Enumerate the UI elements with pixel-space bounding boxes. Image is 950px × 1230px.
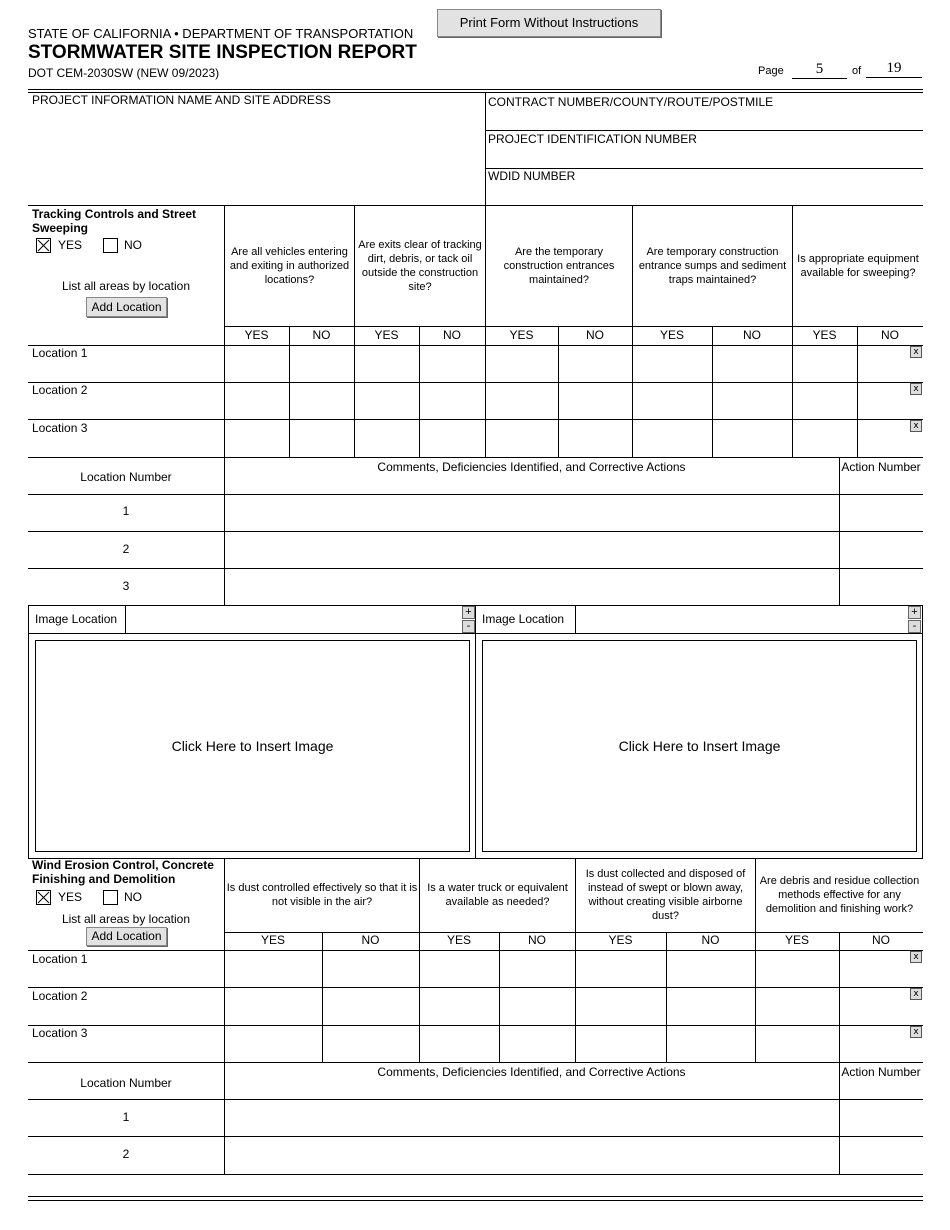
tracking-q3-yes-header: YES	[509, 328, 534, 342]
wind-comment-row-2-number: 2	[122, 1147, 130, 1161]
wind-q3-no-header: NO	[701, 933, 720, 947]
form-title: STORMWATER SITE INSPECTION REPORT	[28, 42, 417, 63]
tracking-q1-yes-header: YES	[244, 328, 269, 342]
left-image-expand-button[interactable]: +	[462, 606, 475, 619]
tracking-q2-no-header: NO	[443, 328, 461, 342]
wind-no-checkbox[interactable]	[103, 890, 118, 905]
wind-location-2[interactable]: Location 2	[32, 989, 88, 1003]
wind-comment-row-1-number: 1	[122, 1110, 130, 1124]
tracking-section-title: Tracking Controls and Street Sweeping	[32, 207, 197, 235]
tracking-comment-2-field[interactable]	[226, 533, 838, 567]
left-image-location-label: Image Location	[35, 612, 118, 626]
tracking-no-checkbox[interactable]	[103, 238, 118, 253]
project-id-field[interactable]	[488, 147, 922, 167]
wind-location-1[interactable]: Location 1	[32, 952, 88, 966]
tracking-question-2: Are exits clear of tracking dirt, debris, or tack oil outside the construction site?	[358, 238, 482, 293]
wind-remove-location-1-button[interactable]: x	[910, 951, 922, 963]
project-info-field[interactable]	[32, 108, 480, 203]
wind-yes-label: YES	[58, 890, 83, 904]
wind-add-location-button[interactable]: Add Location	[86, 927, 167, 946]
wind-question-1: Is dust controlled effectively so that it is not visible in the air?	[226, 882, 418, 908]
wind-comments-header: Comments, Deficiencies Identified, and Corrective Actions	[377, 1065, 686, 1079]
wind-remove-location-2-button[interactable]: x	[910, 988, 922, 1000]
tracking-q4-no-header: NO	[743, 328, 761, 342]
page-label: Page	[758, 65, 784, 77]
right-image-location-label: Image Location	[482, 612, 565, 626]
wind-question-4: Are debris and residue collection methods effective for any demolition and finishing work?	[759, 875, 920, 915]
tracking-location-1[interactable]: Location 1	[32, 346, 88, 360]
tracking-question-4: Are temporary construction entrance sumps and sediment traps maintained?	[638, 245, 787, 286]
tracking-location-number-header: Location Number	[80, 470, 172, 484]
tracking-q3-no-header: NO	[586, 328, 604, 342]
wind-location-3[interactable]: Location 3	[32, 1026, 88, 1040]
tracking-location-2[interactable]: Location 2	[32, 383, 88, 397]
wind-remove-location-3-button[interactable]: x	[910, 1026, 922, 1038]
agency-name: STATE OF CALIFORNIA • DEPARTMENT OF TRANSPORTATION	[28, 26, 414, 41]
wind-location-number-header: Location Number	[80, 1076, 172, 1090]
tracking-action-number-header: Action Number	[841, 460, 921, 474]
wind-yes-checkbox[interactable]	[36, 890, 51, 905]
tracking-yes-label: YES	[58, 238, 83, 252]
tracking-question-5: Is appropriate equipment available for sweeping?	[797, 252, 919, 279]
contract-number-field[interactable]	[488, 110, 922, 130]
wind-action-number-header: Action Number	[841, 1065, 921, 1079]
print-form-button[interactable]: Print Form Without Instructions	[437, 9, 661, 37]
project-info-label: PROJECT INFORMATION NAME AND SITE ADDRESS	[32, 93, 331, 107]
of-label: of	[852, 65, 862, 77]
wind-comment-2-field[interactable]	[226, 1138, 838, 1173]
wind-no-label: NO	[124, 890, 142, 904]
wind-q4-yes-header: YES	[784, 933, 809, 947]
wind-q2-no-header: NO	[528, 933, 546, 947]
project-id-label: PROJECT IDENTIFICATION NUMBER	[488, 132, 697, 146]
tracking-comment-row-2-number: 2	[122, 542, 130, 556]
tracking-question-1: Are all vehicles entering and exiting in authorized locations?	[229, 245, 350, 286]
tracking-q1-no-header: NO	[312, 328, 331, 342]
wind-comment-1-field[interactable]	[226, 1101, 838, 1135]
tracking-q5-yes-header: YES	[812, 328, 837, 342]
tracking-yes-checkbox[interactable]	[36, 238, 51, 253]
wind-q3-yes-header: YES	[608, 933, 633, 947]
form-id: DOT CEM-2030SW (NEW 09/2023)	[28, 66, 220, 80]
tracking-remove-location-3-button[interactable]: x	[910, 420, 922, 432]
wind-q1-no-header: NO	[361, 933, 380, 947]
left-image-collapse-button[interactable]: -	[462, 620, 475, 633]
tracking-q4-yes-header: YES	[659, 328, 684, 342]
tracking-no-label: NO	[124, 238, 142, 252]
tracking-location-3[interactable]: Location 3	[32, 421, 88, 435]
right-image-collapse-button[interactable]: -	[908, 620, 921, 633]
wind-question-3: Is dust collected and disposed of instead of swept or blown away, without creating visible airborne dust?	[585, 868, 746, 922]
tracking-add-location-button[interactable]: Add Location	[86, 297, 167, 317]
page-total[interactable]: 19	[866, 60, 922, 78]
wind-question-2: Is a water truck or equivalent available as needed?	[427, 882, 568, 908]
check-x-icon	[37, 891, 50, 904]
left-image-location-field[interactable]	[127, 608, 457, 632]
wind-section-title: Wind Erosion Control, Concrete Finishing and Demolition	[32, 858, 214, 886]
tracking-comment-1-field[interactable]	[226, 496, 838, 530]
right-insert-image-box[interactable]: Click Here to Insert Image	[482, 640, 917, 852]
check-x-icon	[37, 239, 50, 252]
wind-list-label: List all areas by location	[61, 912, 191, 926]
left-insert-image-box[interactable]: Click Here to Insert Image	[35, 640, 470, 852]
tracking-comment-3-field[interactable]	[226, 570, 838, 604]
tracking-q2-yes-header: YES	[374, 328, 399, 342]
wind-q2-yes-header: YES	[446, 933, 471, 947]
tracking-comments-header: Comments, Deficiencies Identified, and Corrective Actions	[377, 460, 686, 474]
wdid-field[interactable]	[488, 184, 922, 204]
tracking-remove-location-1-button[interactable]: x	[910, 346, 922, 358]
contract-number-label: CONTRACT NUMBER/COUNTY/ROUTE/POSTMILE	[488, 95, 774, 109]
right-image-expand-button[interactable]: +	[908, 606, 921, 619]
right-image-location-field[interactable]	[577, 608, 904, 632]
tracking-list-label: List all areas by location	[61, 279, 191, 293]
page-number[interactable]: 5	[792, 61, 847, 79]
tracking-comment-row-1-number: 1	[122, 504, 130, 518]
wdid-label: WDID NUMBER	[488, 169, 576, 183]
tracking-comment-row-3-number: 3	[122, 579, 130, 593]
tracking-q5-no-header: NO	[881, 328, 899, 342]
wind-q4-no-header: NO	[872, 933, 890, 947]
tracking-remove-location-2-button[interactable]: x	[910, 383, 922, 395]
wind-q1-yes-header: YES	[260, 933, 285, 947]
tracking-question-3: Are the temporary construction entrances maintained?	[503, 245, 615, 286]
